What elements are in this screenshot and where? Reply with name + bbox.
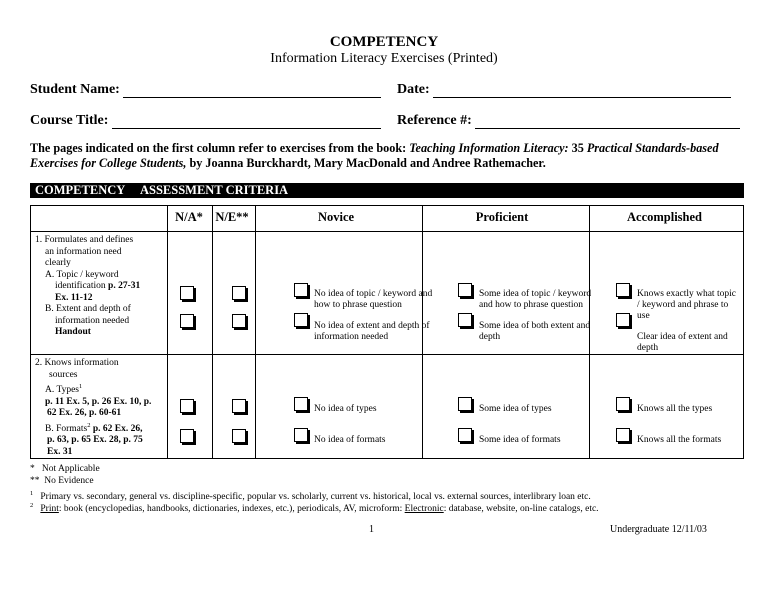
section-assessment-criteria: ASSESSMENT CRITERIA <box>140 183 289 197</box>
student-name-label: Student Name: <box>30 82 120 97</box>
book-title: Teaching Information Literacy: <box>409 141 569 155</box>
accomplished-2a-text: Knows all the types <box>637 404 713 414</box>
competency-1-line: an information need <box>45 246 122 257</box>
document-version: Undergraduate 12/11/03 <box>610 524 707 535</box>
proficient-1a-text: Some idea of topic / keyword and how to phrase question <box>479 289 592 310</box>
footnote-2-text-a: : book (encyclopedias, handbooks, dictionaries, indexes, etc.), periodicals, AV, microform: <box>58 504 405 515</box>
checkbox-accomplished-2b[interactable] <box>616 428 630 442</box>
competency-2a-pages: p. 11 Ex. 5, p. 26 Ex. 10, p. <box>45 396 152 407</box>
date-label: Date: <box>397 82 430 97</box>
col-header-ne: N/E** <box>215 210 249 224</box>
book-title-cont: Practical Standards-based <box>586 141 719 155</box>
student-name-field[interactable] <box>30 82 381 98</box>
novice-2a-text: No idea of types <box>314 404 377 414</box>
section-bar <box>30 183 744 198</box>
book-title-end: Exercises for College Students, <box>30 156 187 170</box>
checkbox-accomplished-1b[interactable] <box>616 313 630 327</box>
footnote-2-mark: 2 <box>30 502 34 509</box>
competency-2b: B. Formats <box>45 423 88 434</box>
footnote-ref-2: 2 <box>87 421 91 429</box>
checkbox-novice-2b[interactable] <box>294 428 308 442</box>
page-title: COMPETENCY <box>329 34 439 50</box>
footnote-ne-mark: ** <box>30 476 40 486</box>
col-header-na: N/A* <box>175 210 203 224</box>
novice-1b-text: No idea of extent and depth of information needed <box>314 321 430 342</box>
competency-1b: B. Extent and depth of <box>45 304 131 314</box>
reference-field[interactable] <box>397 113 740 129</box>
footnote-1-mark: 1 <box>30 490 34 497</box>
checkbox-na-1b[interactable] <box>180 314 194 328</box>
checkbox-ne-1b[interactable] <box>232 314 246 328</box>
competency-1b-text: information needed <box>55 315 130 326</box>
competency-2b-exercise: Ex. 31 <box>47 446 73 457</box>
course-title-label: Course Title: <box>30 113 109 128</box>
checkbox-novice-1b[interactable] <box>294 313 308 327</box>
checkbox-accomplished-2a[interactable] <box>616 397 630 411</box>
footnote-ne <box>30 476 94 488</box>
footnote-2-text-b: : database, website, on-line catalogs, etc. <box>443 504 599 515</box>
competency-1a-text: identification <box>55 281 106 291</box>
student-name-line[interactable] <box>123 83 381 98</box>
proficient-2a-text: Some idea of types <box>479 404 552 414</box>
checkbox-proficient-2b[interactable] <box>458 428 472 442</box>
footnote-ne-text: No Evidence <box>44 476 94 486</box>
accomplished-1b-text: Clear idea of extent and depth <box>637 332 728 353</box>
intro-text: The pages indicated on the first column refer to exercises from the book: <box>30 141 410 155</box>
footnote-ref-1: 1 <box>79 383 83 390</box>
footnote-na-text: Not Applicable <box>41 464 100 474</box>
novice-1a-text: No idea of topic / keyword and how to phrase question <box>314 289 433 310</box>
col-header-novice: Novice <box>317 210 355 224</box>
competency-2-title: 2. Knows information <box>35 358 119 368</box>
checkbox-ne-2b[interactable] <box>232 429 246 443</box>
checkbox-na-2a[interactable] <box>180 399 194 413</box>
date-line[interactable] <box>433 83 731 98</box>
competency-1a-pages: p. 27-31 <box>108 281 141 291</box>
checkbox-novice-1a[interactable] <box>294 283 308 297</box>
book-number: 35 <box>568 141 587 155</box>
checkbox-proficient-1a[interactable] <box>458 283 472 297</box>
footnote-na-mark: * <box>30 464 35 474</box>
checkbox-ne-2a[interactable] <box>232 399 246 413</box>
footnote-2-electronic: Electronic <box>404 504 444 515</box>
novice-2b-text: No idea of formats <box>314 435 386 445</box>
footnote-2-print: Print <box>40 504 59 515</box>
proficient-2b-text: Some idea of formats <box>479 435 561 445</box>
competency-2a-pages-cont: 62 Ex. 26, p. 60-61 <box>47 408 122 419</box>
competency-1a: A. Topic / keyword <box>45 269 119 280</box>
checkbox-ne-1a[interactable] <box>232 286 246 300</box>
reference-label: Reference #: <box>397 113 472 128</box>
proficient-1b-text: Some idea of both extent and depth <box>479 321 591 342</box>
col-header-proficient: Proficient <box>475 210 529 224</box>
accomplished-2b-text: Knows all the formats <box>637 435 722 445</box>
reference-line[interactable] <box>475 114 740 129</box>
checkbox-accomplished-1a[interactable] <box>616 283 630 297</box>
checkbox-na-2b[interactable] <box>180 429 194 443</box>
footnote-na <box>30 464 100 476</box>
competency-2a: A. Types <box>45 385 79 396</box>
checkbox-novice-2a[interactable] <box>294 397 308 411</box>
competency-2-line: sources <box>49 369 78 380</box>
checkbox-proficient-1b[interactable] <box>458 313 472 327</box>
intro-paragraph <box>30 141 742 171</box>
section-competency: COMPETENCY <box>35 183 126 197</box>
intro-authors: by Joanna Burckhardt, Mary MacDonald and Andree Rathemacher. <box>186 156 546 170</box>
competency-1-title: 1. Formulates and defines <box>35 235 134 245</box>
footnote-2 <box>30 500 599 516</box>
competency-1b-handout: Handout <box>55 327 91 337</box>
footnote-1-text: Primary vs. secondary, general vs. discipline-specific, popular vs. scholarly, current vs. historical, local vs. external sources, interlibrary loan etc. <box>40 492 591 503</box>
course-title-line[interactable] <box>112 114 381 129</box>
competency-2b-pages-cont: p. 63, p. 65 Ex. 28, p. 75 <box>47 435 143 446</box>
competency-1-line: clearly <box>45 258 71 268</box>
page-subtitle: Information Literacy Exercises (Printed) <box>270 51 498 66</box>
competency-row-2 <box>35 358 167 458</box>
date-field[interactable] <box>397 82 731 98</box>
competency-2b-pages: p. 62 Ex. 26, <box>92 423 143 434</box>
accomplished-1a-text: Knows exactly what topic / keyword and phrase to use <box>637 289 736 321</box>
course-title-field[interactable] <box>30 113 381 129</box>
checkbox-na-1a[interactable] <box>180 286 194 300</box>
competency-1a-exercises: Ex. 11-12 <box>55 292 93 303</box>
col-header-accomplished: Accomplished <box>627 210 702 224</box>
competency-row-1 <box>35 235 165 339</box>
checkbox-proficient-2a[interactable] <box>458 397 472 411</box>
page-number: 1 <box>369 524 374 535</box>
